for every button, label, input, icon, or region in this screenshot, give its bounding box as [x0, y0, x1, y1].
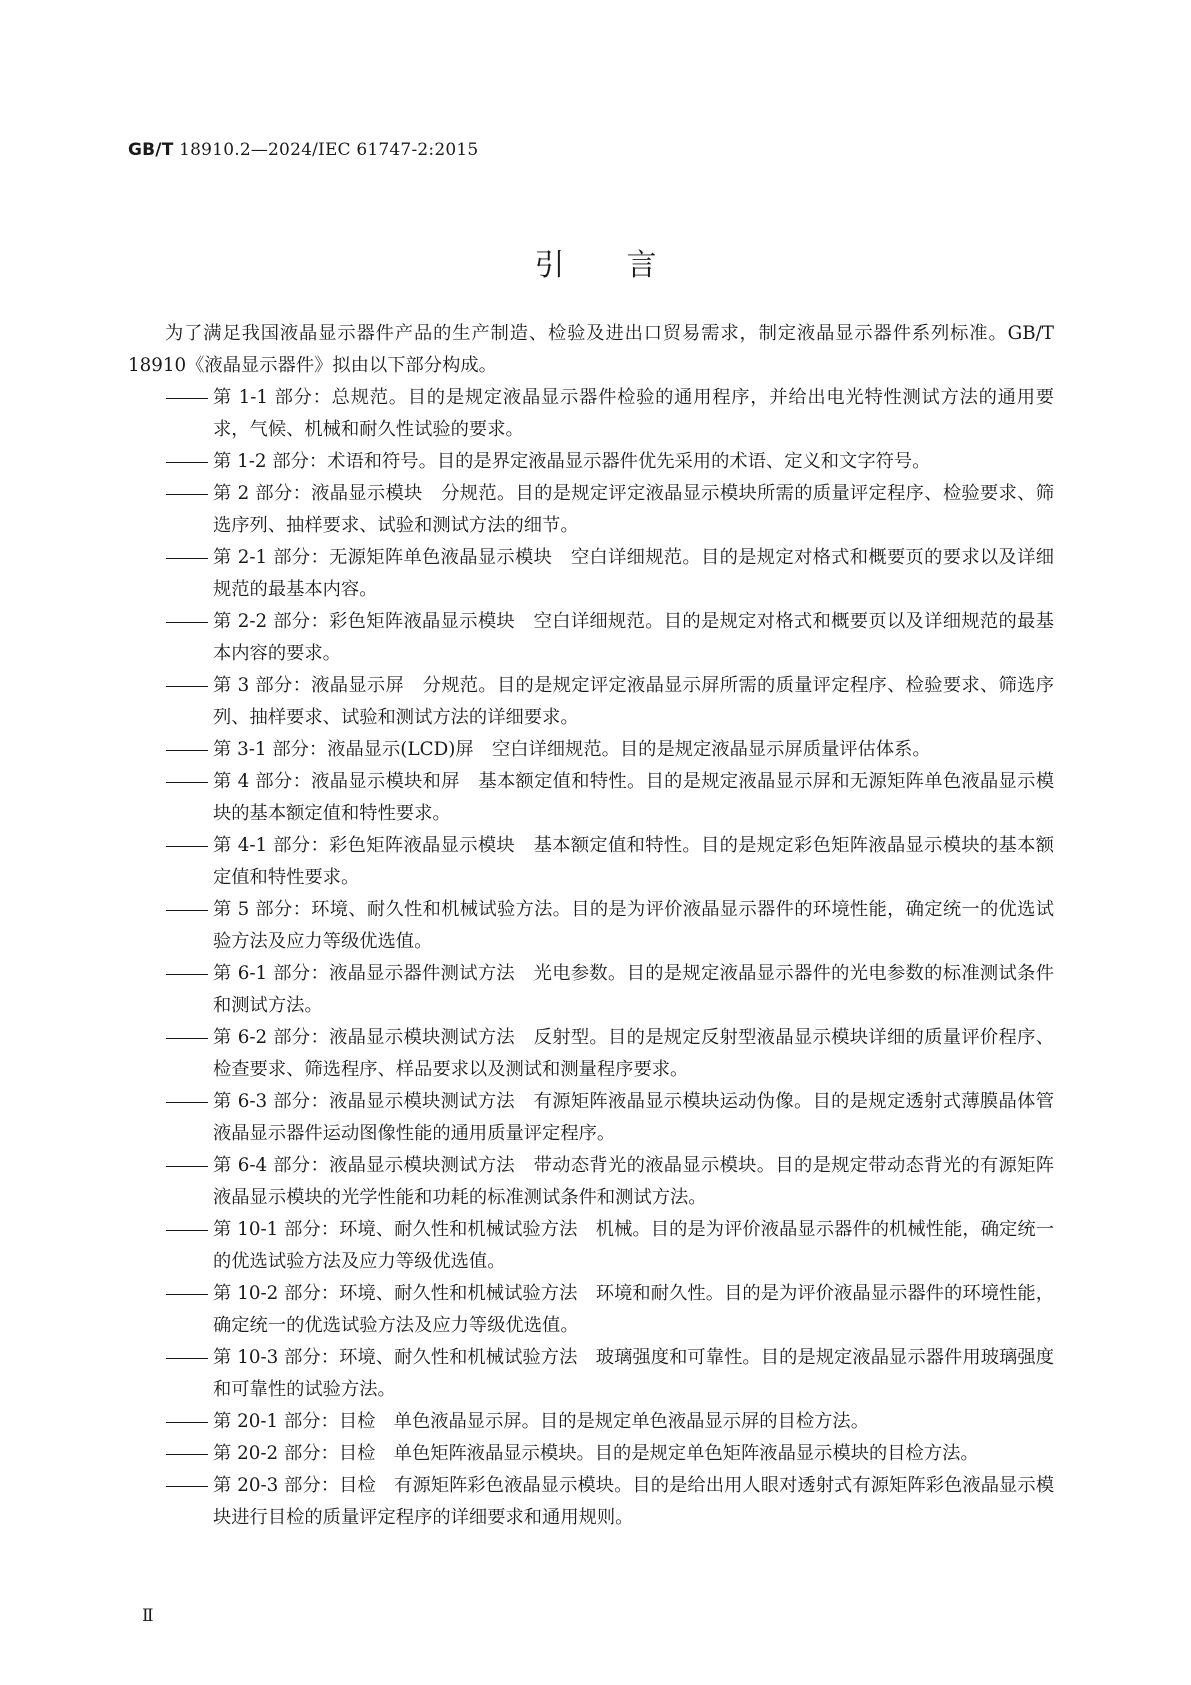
list-item	[128, 1470, 1054, 1534]
list-item	[128, 1406, 1054, 1438]
list-item-text: 第 6-2 部分：液晶显示模块测试方法 反射型。目的是规定反射型液晶显示模块详细的质量评价程序、检查要求、筛选程序、样品要求以及测试和测量程序要求。	[213, 1027, 1054, 1080]
list-item	[128, 382, 1054, 446]
list-item	[128, 1022, 1054, 1086]
list-item-text: 第 3 部分：液晶显示屏 分规范。目的是规定评定液晶显示屏所需的质量评定程序、检验要求、筛选序列、抽样要求、试验和测试方法的详细要求。	[213, 675, 1054, 728]
list-item-text: 第 2 部分：液晶显示模块 分规范。目的是规定评定液晶显示模块所需的质量评定程序、检验要求、筛选序列、抽样要求、试验和测试方法的细节。	[213, 483, 1054, 536]
list-item	[128, 1150, 1054, 1214]
list-item-text: 第 10-2 部分：环境、耐久性和机械试验方法 环境和耐久性。目的是为评价液晶显示器件的环境性能，确定统一的优选试验方法及应力等级优选值。	[213, 1283, 1054, 1336]
standard-number: 18910.2—2024/IEC 61747-2:2015	[173, 140, 479, 160]
list-item	[128, 734, 1054, 766]
list-item-text: 第 3-1 部分：液晶显示(LCD)屏 空白详细规范。目的是规定液晶显示屏质量评估体系。	[213, 739, 931, 760]
list-item-text: 第 20-1 部分：目检 单色液晶显示屏。目的是规定单色液晶显示屏的目检方法。	[213, 1411, 869, 1432]
list-item	[128, 830, 1054, 894]
list-item	[128, 478, 1054, 542]
intro-paragraph: 为了满足我国液晶显示器件产品的生产制造、检验及进出口贸易需求，制定液晶显示器件系列标准。GB/T 18910《液晶显示器件》拟由以下部分构成。	[128, 323, 1054, 376]
list-item	[128, 958, 1054, 1022]
list-item	[128, 542, 1054, 606]
list-item	[128, 1278, 1054, 1342]
standard-prefix: GB/T	[128, 140, 174, 160]
list-item	[128, 446, 1054, 478]
list-item	[128, 1342, 1054, 1406]
standard-code-header	[128, 140, 478, 160]
list-item	[128, 1438, 1054, 1470]
page-number: Ⅱ	[142, 1606, 154, 1626]
list-item-text: 第 4-1 部分：彩色矩阵液晶显示模块 基本额定值和特性。目的是规定彩色矩阵液晶显示模块的基本额定值和特性要求。	[213, 835, 1054, 888]
list-item-text: 第 10-3 部分：环境、耐久性和机械试验方法 玻璃强度和可靠性。目的是规定液晶显示器件用玻璃强度和可靠性的试验方法。	[213, 1347, 1054, 1400]
page-title: 引言	[534, 248, 719, 283]
list-item-text: 第 4 部分：液晶显示模块和屏 基本额定值和特性。目的是规定液晶显示屏和无源矩阵单色液晶显示模块的基本额定值和特性要求。	[213, 771, 1054, 824]
document-body	[128, 318, 1054, 1534]
list-item-text: 第 1-1 部分：总规范。目的是规定液晶显示器件检验的通用程序，并给出电光特性测试方法的通用要求，气候、机械和耐久性试验的要求。	[213, 387, 1054, 440]
list-item-text: 第 2-1 部分：无源矩阵单色液晶显示模块 空白详细规范。目的是规定对格式和概要页的要求以及详细规范的最基本内容。	[213, 547, 1054, 600]
list-item-text: 第 6-3 部分：液晶显示模块测试方法 有源矩阵液晶显示模块运动伪像。目的是规定透射式薄膜晶体管液晶显示器件运动图像性能的通用质量评定程序。	[213, 1091, 1054, 1144]
list-item-text: 第 20-3 部分：目检 有源矩阵彩色液晶显示模块。目的是给出用人眼对透射式有源矩阵彩色液晶显示模块进行目检的质量评定程序的详细要求和通用规则。	[213, 1475, 1054, 1528]
list-item-text: 第 5 部分：环境、耐久性和机械试验方法。目的是为评价液晶显示器件的环境性能，确定统一的优选试验方法及应力等级优选值。	[213, 899, 1054, 952]
list-item-text: 第 1-2 部分：术语和符号。目的是界定液晶显示器件优先采用的术语、定义和文字符号。	[213, 451, 931, 472]
list-item	[128, 894, 1054, 958]
list-item-text: 第 6-4 部分：液晶显示模块测试方法 带动态背光的液晶显示模块。目的是规定带动态背光的有源矩阵液晶显示模块的光学性能和功耗的标准测试条件和测试方法。	[213, 1155, 1054, 1208]
list-item	[128, 1086, 1054, 1150]
list-item-text: 第 10-1 部分：环境、耐久性和机械试验方法 机械。目的是为评价液晶显示器件的机械性能，确定统一的优选试验方法及应力等级优选值。	[213, 1219, 1054, 1272]
list-item	[128, 606, 1054, 670]
list-item-text: 第 20-2 部分：目检 单色矩阵液晶显示模块。目的是规定单色矩阵液晶显示模块的目检方法。	[213, 1443, 979, 1464]
list-item-text: 第 6-1 部分：液晶显示器件测试方法 光电参数。目的是规定液晶显示器件的光电参数的标准测试条件和测试方法。	[213, 963, 1054, 1016]
list-item	[128, 670, 1054, 734]
list-item	[128, 766, 1054, 830]
parts-list	[128, 382, 1054, 1534]
list-item	[128, 1214, 1054, 1278]
list-item-text: 第 2-2 部分：彩色矩阵液晶显示模块 空白详细规范。目的是规定对格式和概要页以及详细规范的最基本内容的要求。	[213, 611, 1054, 664]
